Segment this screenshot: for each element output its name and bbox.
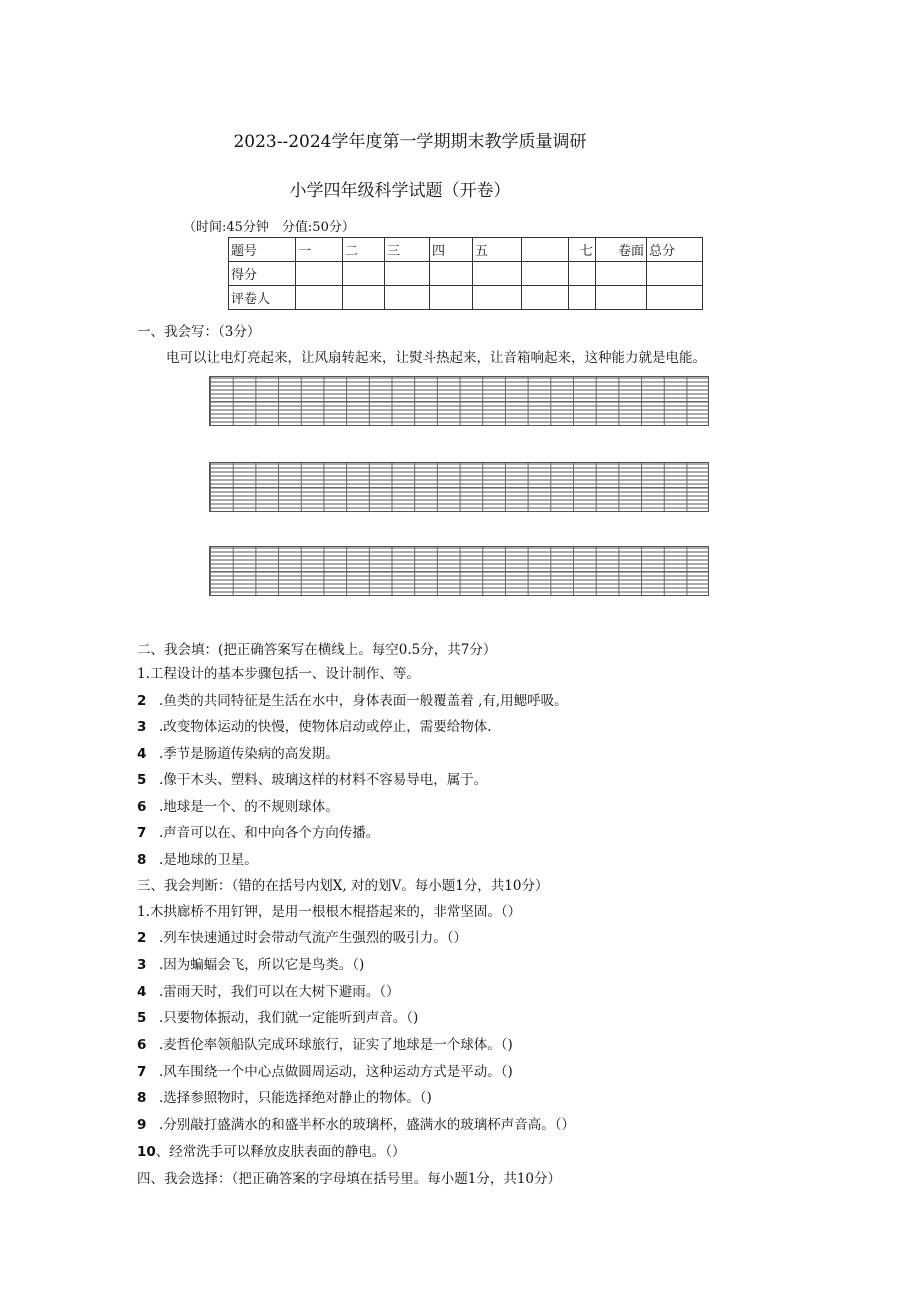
judge-item <box>137 1140 406 1160</box>
judge-item <box>137 926 467 946</box>
item-text: .是地球的卫星。 <box>159 852 258 868</box>
item-number: 3 <box>137 957 147 973</box>
item-text: .只要物体振动，我们就一定能听到声音。（) <box>159 1010 419 1026</box>
col-1: 一 <box>296 238 343 262</box>
writing-grid-3[interactable] <box>209 546 709 596</box>
item-text: 木拱廊桥不用钉钾，是用一根根木棍搭起来的，非常坚固。（） <box>149 904 522 920</box>
col-6 <box>522 238 569 262</box>
score-cell[interactable] <box>647 262 703 286</box>
fill-item <box>137 848 258 868</box>
score-cell[interactable] <box>343 262 385 286</box>
item-text: .声音可以在、和中向各个方向传播。 <box>159 825 380 841</box>
score-cell[interactable] <box>522 262 569 286</box>
item-number: 9 <box>137 1117 147 1133</box>
item-number: 4 <box>137 746 147 762</box>
grader-cell[interactable] <box>522 286 569 310</box>
section1-heading: 一、我会写：（3分） <box>137 324 261 340</box>
item-number: 6 <box>137 799 147 815</box>
item-number: 5 <box>137 772 147 788</box>
item-number: 2 <box>137 693 147 709</box>
item-text: .改变物体运动的快慢，使物体启动或停止，需要给物体. <box>159 719 492 735</box>
col-3: 三 <box>385 238 430 262</box>
fill-item <box>137 742 339 762</box>
grader-cell[interactable] <box>296 286 343 310</box>
section3-heading: 三、我会判断：（错的在括号内划X, 对的划V。每小题1分，共10分） <box>137 878 549 894</box>
fill-item <box>137 768 487 788</box>
item-number: 1. <box>137 904 150 920</box>
score-cell[interactable] <box>569 262 596 286</box>
item-text: .因为蝙蝠会飞，所以它是鸟类。（) <box>159 957 365 973</box>
writing-grid-1[interactable] <box>209 376 709 426</box>
section2-heading: 二、我会填：(把正确答案写在横线上。每空0.5分，共7分） <box>137 642 497 658</box>
item-text: .像干木头、塑料、玻璃这样的材料不容易导电，属于。 <box>159 772 488 788</box>
judge-item <box>137 1060 513 1080</box>
score-cell[interactable] <box>385 262 430 286</box>
judge-item <box>137 1006 418 1026</box>
item-number: 7 <box>137 825 147 841</box>
grader-cell[interactable] <box>385 286 430 310</box>
row-label: 得分 <box>229 262 296 286</box>
col-7: 七 <box>569 238 596 262</box>
score-cell[interactable] <box>430 262 473 286</box>
judge-item <box>137 1033 513 1053</box>
grader-cell[interactable] <box>343 286 385 310</box>
item-text: 工程设计的基本步骤包括一、设计制作、等。 <box>149 666 420 682</box>
item-number: 3 <box>137 719 147 735</box>
grader-cell[interactable] <box>569 286 596 310</box>
item-text: .地球是一个、的不规则球体。 <box>159 799 339 815</box>
grader-cell[interactable] <box>596 286 647 310</box>
item-text: .列车快速通过时会带动气流产生强烈的吸引力。（） <box>159 930 468 946</box>
col-9: 总分 <box>647 238 703 262</box>
time-and-score-info: （时间:45分钟 分值:50分） <box>183 220 355 235</box>
score-cell[interactable] <box>296 262 343 286</box>
fill-item <box>137 715 492 735</box>
judge-item <box>137 1086 432 1106</box>
item-number: 6 <box>137 1037 147 1053</box>
col-2: 二 <box>343 238 385 262</box>
row-label: 评卷人 <box>229 286 296 310</box>
grader-cell[interactable] <box>647 286 703 310</box>
section1-passage: 电可以让电灯亮起来，让风扇转起来，让熨斗热起来，让音箱响起来，这种能力就是电能。 <box>166 350 706 366</box>
exam-subtitle: 小学四年级科学试题（开卷） <box>289 181 511 201</box>
section4-heading: 四、我会选择：（把正确答案的字母填在括号里。每小题1分，共10分） <box>137 1171 562 1187</box>
fill-item <box>137 662 420 682</box>
judge-item <box>137 980 400 1000</box>
row-label: 题号 <box>229 238 296 262</box>
score-cell[interactable] <box>473 262 522 286</box>
score-table <box>228 237 703 310</box>
judge-item <box>137 1113 575 1133</box>
item-text: .季节是肠道传染病的高发期。 <box>159 746 339 762</box>
fill-item <box>137 821 379 841</box>
item-number: 10 <box>137 1144 156 1160</box>
grader-row <box>229 286 703 310</box>
item-text: .分别敲打盛满水的和盛半杯水的玻璃杯，盛满水的玻璃杯声音高。（） <box>159 1117 576 1133</box>
judge-item <box>137 900 521 920</box>
fill-item <box>137 689 568 709</box>
item-number: 2 <box>137 930 147 946</box>
item-text: 、经常洗手可以释放皮肤表面的静电。（） <box>155 1144 406 1160</box>
judge-item <box>137 953 364 973</box>
score-cell[interactable] <box>596 262 647 286</box>
item-text: .鱼类的共同特征是生活在水中，身体表面一般覆盖着 ,有,用鳃呼吸。 <box>159 693 568 709</box>
item-text: .选择参照物时，只能选择绝对静止的物体。（) <box>159 1090 432 1106</box>
item-number: 8 <box>137 852 147 868</box>
item-text: .雷雨天时，我们可以在大树下避雨。（） <box>159 984 400 1000</box>
score-table-header-row <box>229 238 703 262</box>
score-row <box>229 262 703 286</box>
item-text: .麦哲伦率领船队完成环球旅行，证实了地球是一个球体。（) <box>159 1037 513 1053</box>
col-4: 四 <box>430 238 473 262</box>
grader-cell[interactable] <box>430 286 473 310</box>
item-number: 5 <box>137 1010 147 1026</box>
grader-cell[interactable] <box>473 286 522 310</box>
item-number: 4 <box>137 984 147 1000</box>
item-text: .风车围绕一个中心点做圆周运动，这种运动方式是平动。（) <box>159 1064 513 1080</box>
item-number: 1. <box>137 666 150 682</box>
col-5: 五 <box>473 238 522 262</box>
fill-item <box>137 795 339 815</box>
exam-title: 2023--2024学年度第一学期期末教学质量调研 <box>233 132 587 152</box>
item-number: 7 <box>137 1064 147 1080</box>
item-number: 8 <box>137 1090 147 1106</box>
col-8: 卷面 <box>596 238 647 262</box>
writing-grid-2[interactable] <box>209 462 709 512</box>
